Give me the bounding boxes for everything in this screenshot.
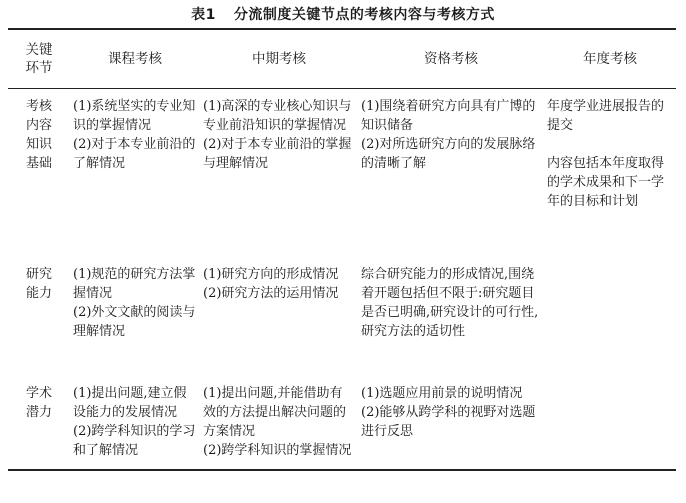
header-row <box>8 29 676 89</box>
table-body <box>8 89 676 471</box>
cell-paragraph: (2)外文文献的阅读与理解情况 <box>73 305 196 339</box>
row-header-line: 知识 <box>25 137 52 152</box>
col-header-annual: 年度考核 <box>544 29 676 89</box>
assessment-table <box>8 28 676 471</box>
cell-paragraph: (1)围绕着研究方向具有广博的知识储备 <box>361 99 536 133</box>
col-header-course: 课程考核 <box>70 29 200 89</box>
cell-course <box>70 89 200 264</box>
cell-paragraph: (2)能够从跨学科的视野对选题进行反思 <box>361 405 536 439</box>
table-row <box>8 380 676 470</box>
row-header-line: 基础 <box>25 156 52 171</box>
cell-paragraph: (2)研究方法的运用情况 <box>203 286 339 301</box>
table-title: 分流制度关键节点的考核内容与考核方式 <box>233 7 495 23</box>
col-header-midterm: 中期考核 <box>200 29 358 89</box>
cell-annual <box>544 263 676 380</box>
cell-paragraph: (1)选题应用前景的说明情况 <box>361 386 523 401</box>
table-row <box>8 263 676 380</box>
cell-course <box>70 263 200 380</box>
cell-midterm <box>200 89 358 264</box>
cell-paragraph: (1)高深的专业核心知识与专业前沿知识的掌握情况 <box>203 99 352 133</box>
cell-paragraph: (2)跨学科知识的掌握情况 <box>203 443 352 458</box>
row-header-line: 研究 <box>25 267 52 282</box>
cell-paragraph: 年度学业进展报告的提交 <box>547 99 665 133</box>
row-header-line: 学术 <box>25 386 52 401</box>
cell-annual <box>544 89 676 264</box>
cell-midterm <box>200 263 358 380</box>
cell-paragraph: 内容包括本年度取得的学术成果和下一学年的目标和计划 <box>547 156 665 209</box>
row-header <box>8 380 70 470</box>
cell-paragraph: (1)系统坚实的专业知识的掌握情况 <box>73 99 196 133</box>
cell-paragraph: (2)对于本专业前沿的了解情况 <box>73 137 196 171</box>
cell-qualification <box>358 89 544 264</box>
cell-paragraph: (1)提出问题,并能借助有效的方法提出解决问题的方案情况 <box>203 386 347 439</box>
table-row <box>8 89 676 264</box>
row-header-line: 能力 <box>25 286 52 301</box>
table-number: 表1 <box>191 7 216 23</box>
row-header-line: 内容 <box>25 118 52 133</box>
cell-qualification <box>358 380 544 470</box>
col-header-key-stage-line1: 关键 <box>25 42 53 58</box>
cell-paragraph: (2)对所选研究方向的发展脉络的清晰了解 <box>361 137 536 171</box>
row-header <box>8 89 70 264</box>
row-header-line: 潜力 <box>25 405 52 420</box>
cell-paragraph: 综合研究能力的形成情况,围绕着开题包括但不限于:研究题目是否已明确,研究设计的可行性,研究方法的适切性 <box>361 267 539 339</box>
cell-paragraph: (2)跨学科知识的学习和了解情况 <box>73 424 196 458</box>
cell-annual <box>544 380 676 470</box>
cell-course <box>70 380 200 470</box>
row-header <box>8 263 70 380</box>
row-header-line: 考核 <box>25 99 52 114</box>
table-caption <box>0 4 686 24</box>
cell-qualification <box>358 263 544 380</box>
col-header-qualification: 资格考核 <box>358 29 544 89</box>
cell-paragraph: (2)对于本专业前沿的掌握与理解情况 <box>203 137 352 171</box>
cell-midterm <box>200 380 358 470</box>
col-header-key-stage-line2: 环节 <box>25 60 53 76</box>
col-header-key-stage <box>8 29 70 89</box>
cell-paragraph: (1)研究方向的形成情况 <box>203 267 339 282</box>
cell-paragraph: (1)规范的研究方法掌握情况 <box>73 267 196 301</box>
cell-paragraph: (1)提出问题,建立假设能力的发展情况 <box>73 386 187 420</box>
